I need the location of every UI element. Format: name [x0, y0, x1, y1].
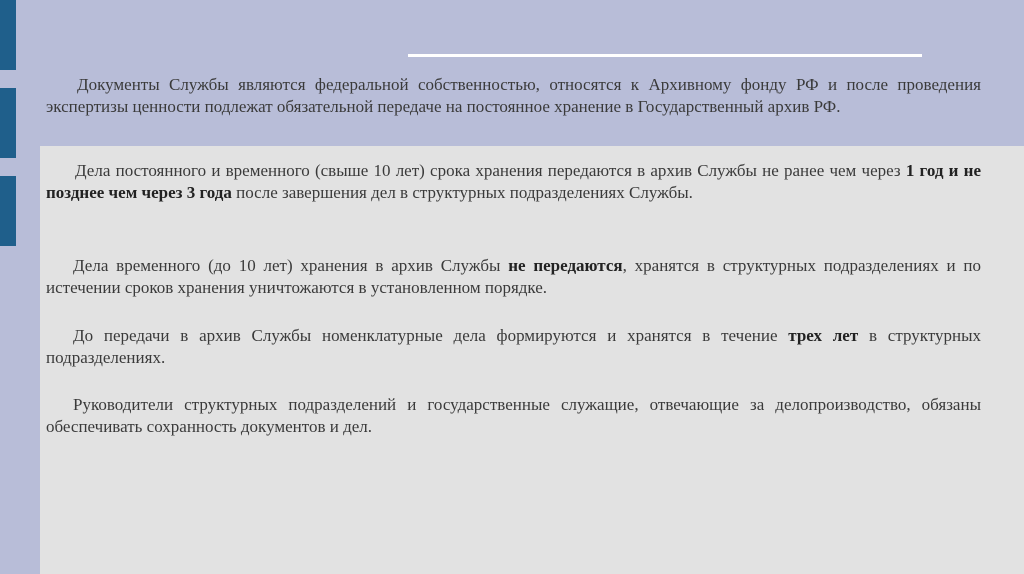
paragraph-nomenclature [46, 325, 981, 369]
paragraph-transfer-terms [46, 160, 981, 204]
paragraph-text: Дела постоянного и временного (свыше 10 лет) срока хранения передаются в архив Службы не ранее чем через [75, 161, 906, 180]
paragraph-text: Дела временного (до 10 лет) хранения в архив Службы [73, 256, 509, 275]
emphasis-text: трех лет [788, 326, 859, 345]
accent-bar [0, 0, 16, 70]
paragraph-text: в структурных подразделениях. [46, 326, 982, 367]
paragraph-archive-fund: Документы Службы являются федеральной собственностью, относятся к Архивному фонду РФ и после проведения экспертизы ценности подлежат обязательной передаче на постоянное хранение в Государственный архив РФ. [46, 75, 981, 116]
title-divider [408, 54, 922, 57]
emphasis-text: 1 год и не позднее чем через 3 года [46, 161, 982, 202]
paragraph-responsibility: Руководители структурных подразделений и государственные служащие, отвечающие за делопроизводство, обязаны обеспечивать сохранность документов и дел. [46, 395, 981, 436]
emphasis-text: не передаются [508, 256, 623, 275]
accent-bar [0, 176, 16, 246]
accent-bar [0, 88, 16, 158]
paragraph-text: после завершения дел в структурных подразделениях Службы. [231, 183, 693, 202]
paragraph-text: До передачи в архив Службы номенклатурные дела формируются и хранятся в течение [73, 326, 789, 345]
header-band [0, 0, 1024, 146]
paragraph-temporary-storage [46, 255, 981, 299]
paragraph-text: , хранятся в структурных подразделениях и по истечении сроков хранения уничтожаются в установленном порядке. [46, 256, 981, 297]
